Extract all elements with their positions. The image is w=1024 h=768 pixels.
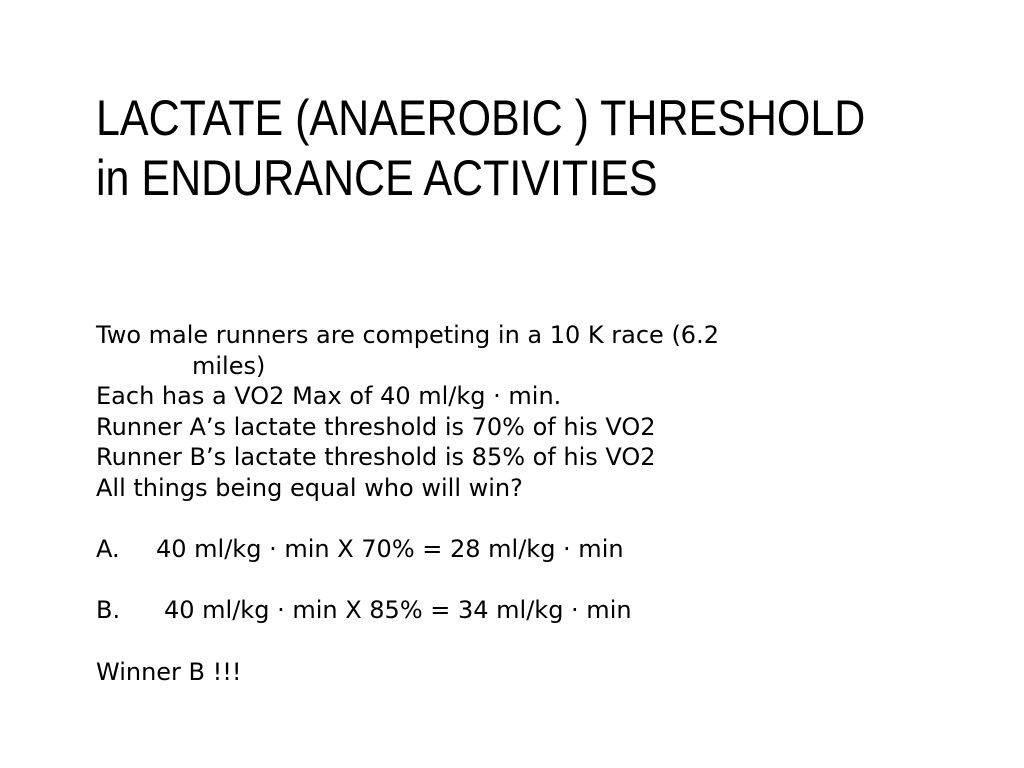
answer-b-text: 40 ml/kg · min X 85% = 34 ml/kg · min [164, 596, 632, 625]
slide-title [96, 88, 866, 208]
spacer [96, 565, 896, 596]
runner-b-line: Runner B’s lactate threshold is 85% of his VO2 [96, 443, 656, 472]
vo2-line: Each has a VO2 Max of 40 ml/kg · min. [96, 382, 562, 411]
slide-body [96, 320, 896, 687]
answer-b-letter: B. [96, 596, 121, 625]
runner-a-line: Runner A’s lactate threshold is 70% of his VO2 [96, 412, 656, 441]
spacer [96, 626, 896, 657]
answer-b [96, 595, 896, 626]
title-line-2: in ENDURANCE ACTIVITIES [96, 150, 658, 206]
intro-line-2: miles) [192, 351, 266, 380]
question-line: All things being equal who will win? [96, 473, 523, 502]
winner-line: Winner B !!! [96, 657, 242, 686]
answer-a-letter: A. [96, 535, 120, 564]
title-line-1: LACTATE (ANAEROBIC ) THRESHOLD [96, 90, 866, 146]
intro-line-1: Two male runners are competing in a 10 K race (6.2 [96, 321, 719, 349]
answer-a [96, 534, 896, 565]
spacer [96, 504, 896, 535]
answer-a-text: 40 ml/kg · min X 70% = 28 ml/kg · min [156, 535, 624, 564]
